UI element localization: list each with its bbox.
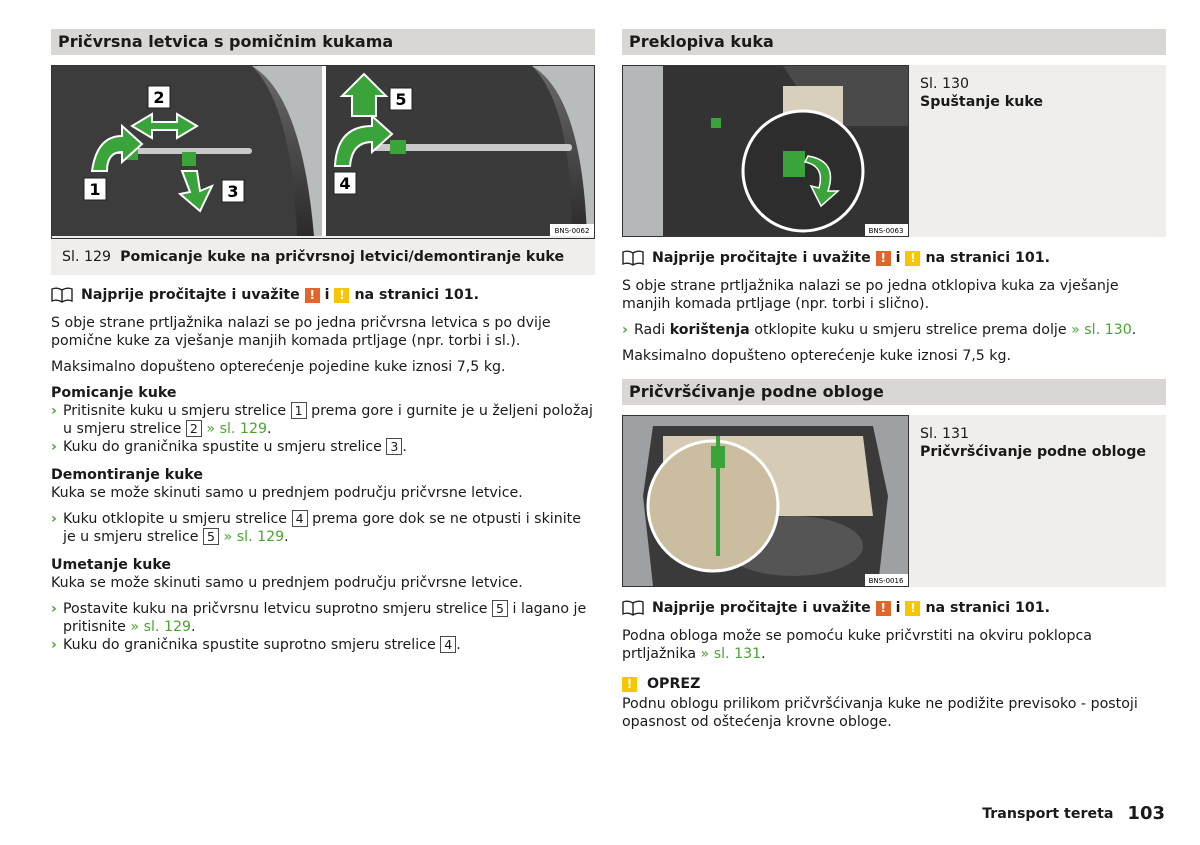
svg-text:1: 1 [89, 180, 101, 199]
figure-ref-link[interactable]: » sl. 130 [1071, 322, 1132, 338]
svg-text:2: 2 [153, 88, 165, 107]
max-load-text: Maksimalno dopušteno opterećenje kuke iznosi 7,5 kg. [622, 348, 1012, 364]
left-column [51, 29, 595, 654]
list-item: › Kuku do graničnika spustite u smjeru strelice 3 . [51, 439, 407, 455]
callout-4 [334, 172, 356, 194]
intro-text: S obje strane prtljažnika nalazi se po jedna otklopiva kuka za vješanje manjih komada prtljage (npr. torbi i slično). [622, 278, 1119, 312]
figure-caption: Sl. 129 Pomicanje kuke na pričvrsnoj letvici/demontiranje kuke [62, 249, 565, 265]
figure-code: BNS-0062 [554, 227, 590, 235]
list-item: › Kuku do graničnika spustite suprotno smjeru strelice 4 . [51, 637, 461, 653]
exclamation-icon: ! [876, 601, 891, 616]
figure-ref-link[interactable]: » sl. 129 [223, 529, 285, 545]
svg-text:4: 4 [339, 174, 351, 193]
read-first-note: Najprije pročitajte i uvažite ! i ! na stranici 101. [51, 286, 595, 304]
paragraph: Kuka se može skinuti samo u prednjem području pričvrsne letvice. [51, 575, 523, 591]
list-item: › Pritisnite kuku u smjeru strelice 1 prema gore i gurnite je u željeni položaj u smjeru strelice 2 » sl. 129. [51, 403, 593, 437]
figure-code: BNS-0016 [868, 577, 904, 585]
figure-131-illustration [623, 416, 908, 586]
figure-ref-link[interactable]: » sl. 129 [206, 421, 267, 437]
section-title-floor-cover: Pričvršćivanje podne obloge [622, 379, 1166, 405]
section-title-hook-rail: Pričvrsna letvica s pomičnim kukama [51, 29, 595, 55]
figure-129 [51, 65, 595, 275]
svg-text:5: 5 [395, 90, 407, 109]
figure-caption: Sl. 131 Pričvršćivanje podne obloge [920, 426, 1146, 460]
subheading-pomicanje: Pomicanje kuke [51, 385, 177, 401]
figure-code: BNS-0063 [868, 227, 904, 235]
exclamation-icon: ! [305, 288, 320, 303]
callout-3 [222, 180, 244, 202]
callout-2 [148, 86, 170, 108]
list-item: › Radi korištenja otklopite kuku u smjeru strelice prema dolje » sl. 130. [622, 322, 1137, 338]
page-number: 103 [1127, 803, 1165, 824]
figure-130 [622, 65, 1166, 237]
book-icon [622, 600, 644, 616]
book-icon [51, 287, 73, 303]
book-icon [622, 250, 644, 266]
page-footer [982, 803, 1165, 824]
caution-heading: ! OPREZ [622, 675, 1166, 693]
intro-text: S obje strane prtljažnika nalazi se po jedna pričvrsna letvica s po dvije pomične kuke za vješanje manjih komada prtljage (npr. torbi i sl.). [51, 315, 551, 349]
figure-caption: Sl. 130 Spuštanje kuke [920, 76, 1044, 110]
figure-131 [622, 415, 1166, 587]
paragraph: Kuka se može skinuti samo u prednjem području pričvrsne letvice. [51, 485, 523, 501]
read-first-note: Najprije pročitajte i uvažite ! i ! na stranici 101. [622, 249, 1166, 267]
exclamation-icon: ! [334, 288, 349, 303]
paragraph: Podna obloga može se pomoću kuke pričvrstiti na okviru poklopca prtljažnika » sl. 131. [622, 628, 1092, 662]
caution-text: Podnu oblogu prilikom pričvršćivanja kuke ne podižite previsoko - postoji opasnost od oštećenja krovne obloge. [622, 696, 1138, 730]
list-item: › Kuku otklopite u smjeru strelice 4 prema gore dok se ne otpusti i skinite je u smjeru strelice 5 » sl. 129. [51, 511, 581, 545]
max-load-text: Maksimalno dopušteno opterećenje pojedine kuke iznosi 7,5 kg. [51, 359, 506, 375]
callout-1 [84, 178, 106, 200]
exclamation-icon: ! [905, 251, 920, 266]
subheading-demontiranje: Demontiranje kuke [51, 467, 203, 483]
read-first-note: Najprije pročitajte i uvažite ! i ! na stranici 101. [622, 599, 1166, 617]
list-item: › Postavite kuku na pričvrsnu letvicu suprotno smjeru strelice 5 i lagano je pritisnite » sl. 129. [51, 601, 587, 635]
chapter-name: Transport tereta [982, 805, 1114, 822]
exclamation-icon: ! [622, 677, 637, 692]
figure-ref-link[interactable]: » sl. 129 [130, 619, 192, 635]
subheading-umetanje: Umetanje kuke [51, 557, 172, 573]
svg-text:3: 3 [227, 182, 239, 201]
right-column [622, 29, 1166, 739]
exclamation-icon: ! [876, 251, 891, 266]
figure-130-illustration [623, 66, 908, 236]
section-title-folding-hook: Preklopiva kuka [622, 29, 1166, 55]
figure-ref-link[interactable]: » sl. 131 [700, 646, 762, 662]
callout-5 [390, 88, 412, 110]
exclamation-icon: ! [905, 601, 920, 616]
figure-129-illustration [52, 66, 594, 236]
